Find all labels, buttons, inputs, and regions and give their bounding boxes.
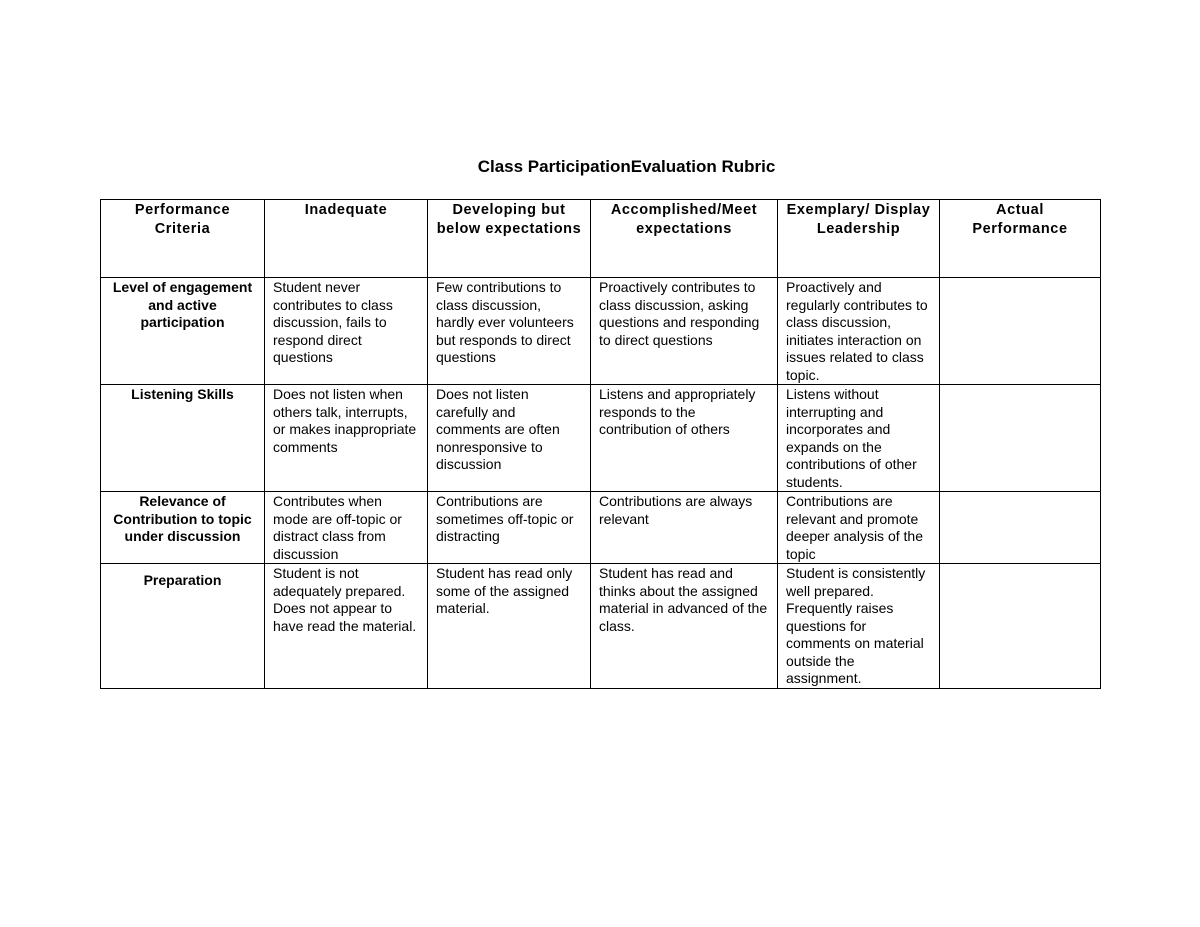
inadequate-cell: Student is not adequately prepared. Does not appear to have read the material.	[265, 564, 428, 689]
header-exemplary: Exemplary/ Display Leadership	[778, 200, 940, 278]
accomplished-cell: Listens and appropriately responds to the contribution of others	[591, 385, 778, 492]
criterion-cell: Relevance of Contribution to topic under discussion	[101, 492, 265, 564]
developing-cell: Does not listen carefully and comments are often nonresponsive to discussion	[428, 385, 591, 492]
table-row	[101, 278, 1101, 385]
accomplished-cell: Contributions are always relevant	[591, 492, 778, 564]
inadequate-cell: Does not listen when others talk, interrupts, or makes inappropriate comments	[265, 385, 428, 492]
developing-cell: Student has read only some of the assigned material.	[428, 564, 591, 689]
inadequate-cell: Contributes when mode are off-topic or distract class from discussion	[265, 492, 428, 564]
table-row	[101, 564, 1101, 689]
rubric-table	[100, 199, 1101, 689]
accomplished-cell: Student has read and thinks about the assigned material in advanced of the class.	[591, 564, 778, 689]
actual-performance-cell[interactable]	[940, 564, 1101, 689]
document-title: Class ParticipationEvaluation Rubric	[477, 157, 776, 176]
actual-performance-cell[interactable]	[940, 385, 1101, 492]
actual-performance-cell[interactable]	[940, 492, 1101, 564]
criterion-cell: Listening Skills	[101, 385, 265, 492]
exemplary-cell: Listens without interrupting and incorporates and expands on the contributions of other students.	[778, 385, 940, 492]
criterion-cell: Preparation	[101, 564, 265, 689]
exemplary-cell: Proactively and regularly contributes to class discussion, initiates interaction on issues related to class topic.	[778, 278, 940, 385]
accomplished-cell: Proactively contributes to class discussion, asking questions and responding to direct questions	[591, 278, 778, 385]
header-performance-criteria: Performance Criteria	[101, 200, 265, 278]
developing-cell: Contributions are sometimes off-topic or distracting	[428, 492, 591, 564]
table-header-row	[101, 200, 1101, 278]
criterion-cell: Level of engagement and active participation	[101, 278, 265, 385]
header-inadequate: Inadequate	[265, 200, 428, 278]
table-row	[101, 492, 1101, 564]
inadequate-cell: Student never contributes to class discussion, fails to respond direct questions	[265, 278, 428, 385]
table-row	[101, 385, 1101, 492]
actual-performance-cell[interactable]	[940, 278, 1101, 385]
exemplary-cell: Contributions are relevant and promote deeper analysis of the topic	[778, 492, 940, 564]
header-developing: Developing but below expectations	[428, 200, 591, 278]
header-actual-performance: Actual Performance	[940, 200, 1101, 278]
header-accomplished: Accomplished/Meet expectations	[591, 200, 778, 278]
exemplary-cell: Student is consistently well prepared. Frequently raises questions for comments on material outside the assignment.	[778, 564, 940, 689]
developing-cell: Few contributions to class discussion, hardly ever volunteers but responds to direct questions	[428, 278, 591, 385]
